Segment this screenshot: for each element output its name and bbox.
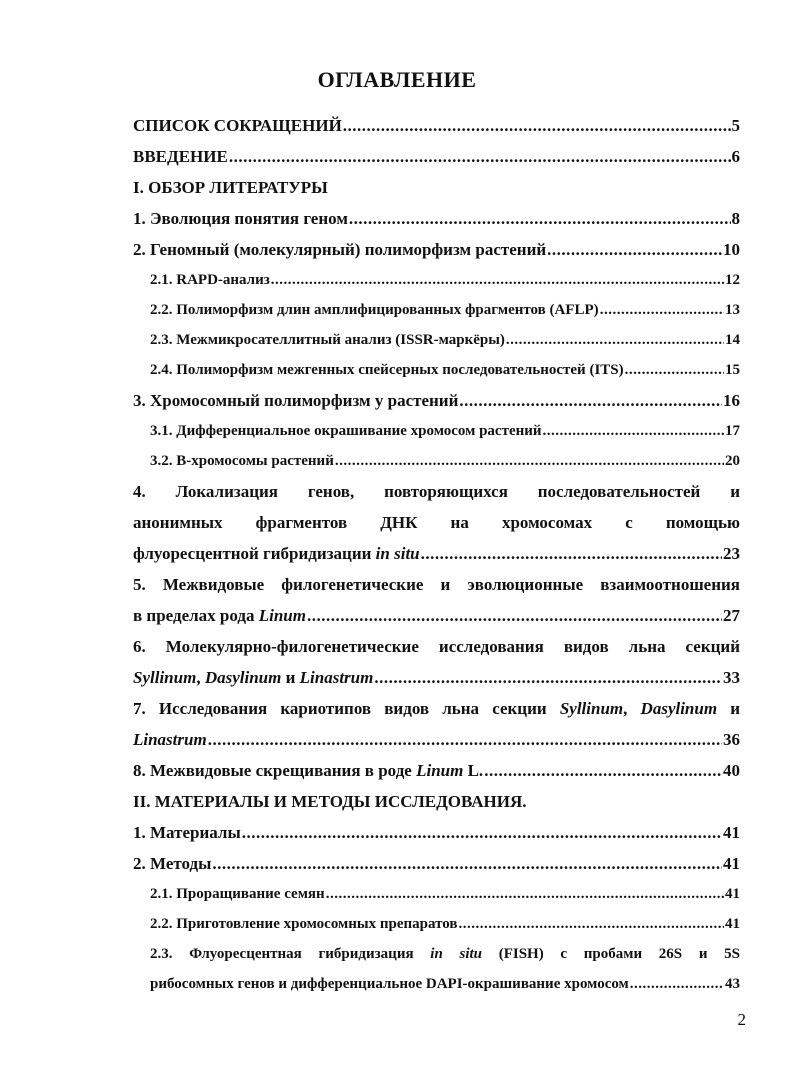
toc-entry [133, 755, 740, 786]
toc-section-heading [133, 786, 740, 817]
toc-entry-page: 5 [731, 116, 740, 135]
toc-text-italic: in situ [430, 946, 482, 962]
toc-entry-text: 2. Геномный (молекулярный) полиморфизм растений [133, 240, 547, 259]
toc-entry-page: 14 [725, 332, 740, 348]
toc-subentry [133, 879, 740, 909]
toc-entry-page: 27 [723, 606, 740, 625]
toc-text-part: 7. Исследования кариотипов видов льна секции [133, 699, 560, 718]
toc-text-part: в пределах рода [133, 606, 259, 625]
toc-text-part: L. [463, 761, 484, 780]
toc-entry-text: СПИСОК СОКРАЩЕНИЙ [133, 116, 342, 135]
toc-text-part: и [281, 668, 300, 687]
toc-entry-page: 16 [723, 391, 740, 410]
dot-leader [459, 385, 722, 416]
toc-entry-text: 3.1. Дифференциальное окрашивание хромосом растений [150, 423, 542, 439]
toc-entry-text: II. МАТЕРИАЛЫ И МЕТОДЫ ИССЛЕДОВАНИЯ. [133, 792, 527, 811]
toc-entry-line [133, 724, 740, 755]
toc-entry-text [133, 538, 420, 569]
dot-leader [229, 141, 731, 172]
dot-leader [271, 265, 724, 295]
toc-text-part: , [623, 699, 641, 718]
toc-text-italic: Linum [258, 606, 306, 625]
toc-entry-multiline [133, 631, 740, 693]
dot-leader [625, 355, 724, 385]
toc-entry [133, 203, 740, 234]
toc-entry-page: 10 [723, 240, 740, 259]
toc-entry-page: 43 [725, 976, 740, 992]
toc-entry-page: 8 [731, 209, 740, 228]
toc-entry-text: 3.2. B-хромосомы растений [150, 453, 334, 469]
toc-entry-text: 2.2. Приготовление хромосомных препаратов [150, 916, 458, 932]
page-title: ОГЛАВЛЕНИЕ [317, 67, 477, 92]
toc-subentry [133, 355, 740, 385]
toc-entry-line [133, 600, 740, 631]
toc-entry-page: 41 [723, 823, 740, 842]
toc-text-italic: Dasylinum [204, 668, 282, 687]
dot-leader [335, 446, 724, 476]
dot-leader [242, 817, 722, 848]
toc-entry [133, 848, 740, 879]
toc-entry-page: 41 [723, 854, 740, 873]
toc-entry-text [133, 600, 306, 631]
toc-entry-page: 41 [725, 916, 740, 932]
toc-subentry [133, 446, 740, 476]
toc-entry-text: 2.4. Полиморфизм межгенных спейсерных последовательностей (ITS) [150, 362, 624, 378]
toc-entry-page: 36 [723, 730, 740, 749]
toc-text-italic: Linastrum [299, 668, 374, 687]
toc-text-italic: Linastrum [133, 730, 207, 749]
dot-leader [307, 600, 722, 631]
toc-entry-text: рибосомных генов и дифференциальное DAPI-окрашивание хромосом [150, 976, 629, 992]
toc-subentry [133, 416, 740, 446]
toc-text-italic: in situ [375, 544, 420, 563]
toc-entry-page: 17 [725, 423, 740, 439]
toc-entry-line [133, 939, 740, 969]
dot-leader [421, 538, 722, 569]
toc-entry-line [133, 662, 740, 693]
toc-text-italic: Syllinum [133, 668, 197, 687]
toc-entry [133, 234, 740, 265]
toc-text-part: и [717, 699, 741, 718]
toc-text-part: флуоресцентной гибридизации [133, 544, 376, 563]
dot-leader [630, 969, 724, 999]
toc-entry-line: 5. Межвидовые филогенетические и эволюционные взаимоотношения [133, 575, 740, 594]
toc-entry-line [133, 693, 740, 724]
toc-entry-text: 2.1. RAPD-анализ [150, 272, 270, 288]
toc-entry-text: 2. Методы [133, 854, 212, 873]
toc-entry-page: 33 [723, 668, 740, 687]
toc-entry-page: 12 [725, 272, 740, 288]
toc-subentry [133, 325, 740, 355]
toc-entry [133, 385, 740, 416]
dot-leader [349, 203, 731, 234]
toc-entry-page: 6 [731, 147, 740, 166]
toc-subentry [133, 265, 740, 295]
dot-leader [212, 848, 722, 879]
toc-section-heading [133, 172, 740, 203]
toc-entry-text [133, 662, 373, 693]
toc-entry-line [133, 969, 740, 999]
toc-entry-text: 1. Материалы [133, 823, 241, 842]
toc-text-part: , [196, 668, 205, 687]
toc-text-part: (FISH) с пробами 26S и 5S [482, 946, 740, 962]
dot-leader [484, 755, 722, 786]
toc-text-part: 2.3. Флуоресцентная гибридизация [150, 946, 431, 962]
toc-entry-text: 2.1. Проращивание семян [150, 886, 325, 902]
dot-leader [343, 110, 731, 141]
toc-entry-line: 6. Молекулярно-филогенетические исследования видов льна секций [133, 637, 740, 656]
toc-entry-text: ВВЕДЕНИЕ [133, 147, 228, 166]
toc-entry-text: I. ОБЗОР ЛИТЕРАТУРЫ [133, 178, 328, 197]
toc-entry-text [133, 724, 207, 755]
toc-entry-multiline [133, 693, 740, 755]
toc-entry-line [133, 538, 740, 569]
toc-entry-page: 41 [725, 886, 740, 902]
toc-subentry [133, 909, 740, 939]
toc-subentry-multiline [133, 939, 740, 999]
toc-entry [133, 141, 740, 172]
dot-leader [600, 295, 724, 325]
table-of-contents [133, 110, 740, 999]
toc-entry-text [133, 755, 483, 786]
dot-leader [543, 416, 724, 446]
toc-entry-page: 20 [725, 453, 740, 469]
dot-leader [208, 724, 722, 755]
toc-subentry [133, 295, 740, 325]
toc-text-italic: Syllinum [559, 699, 624, 718]
toc-entry-text: 1. Эволюция понятия геном [133, 209, 348, 228]
toc-text-italic: Linum [416, 761, 464, 780]
toc-entry-text: 2.3. Межмикросателлитный анализ (ISSR-маркёры) [150, 332, 505, 348]
page-number: 2 [737, 1010, 746, 1029]
toc-entry-page: 15 [725, 362, 740, 378]
toc-entry-page: 40 [723, 761, 740, 780]
dot-leader [459, 909, 724, 939]
toc-entry-page: 13 [725, 302, 740, 318]
toc-text-part: 8. Межвидовые скрещивания в роде [133, 761, 417, 780]
toc-entry-multiline [133, 476, 740, 569]
toc-entry-page: 23 [723, 544, 740, 563]
toc-entry [133, 110, 740, 141]
toc-text-italic: Dasylinum [640, 699, 718, 718]
toc-entry-line: 4. Локализация генов, повторяющихся последовательностей и [133, 482, 740, 501]
toc-entry-multiline [133, 569, 740, 631]
dot-leader [374, 662, 722, 693]
toc-entry-line: анонимных фрагментов ДНК на хромосомах с помощью [133, 513, 740, 532]
toc-entry-text: 2.2. Полиморфизм длин амплифицированных фрагментов (AFLP) [150, 302, 599, 318]
dot-leader [326, 879, 724, 909]
dot-leader [547, 234, 722, 265]
dot-leader [506, 325, 724, 355]
toc-entry [133, 817, 740, 848]
toc-entry-text: 3. Хромосомный полиморфизм у растений [133, 391, 459, 410]
